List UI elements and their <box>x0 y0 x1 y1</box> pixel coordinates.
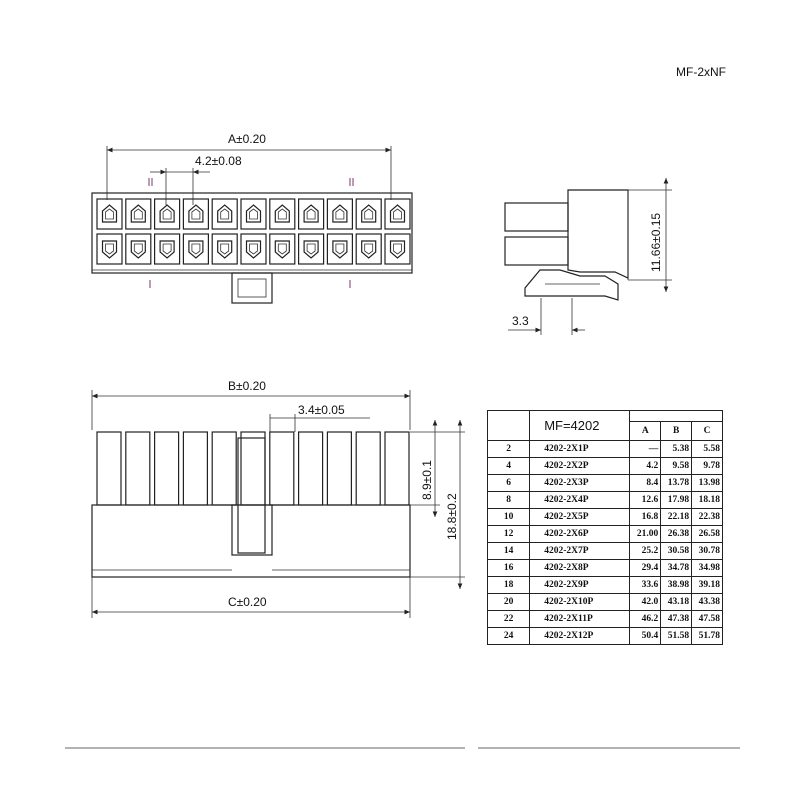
pin-cavity <box>97 234 122 264</box>
pin-cavity <box>97 199 122 229</box>
col-header-c: C <box>692 422 723 441</box>
side-view <box>505 178 672 335</box>
dim-c-cell: 43.38 <box>692 594 723 611</box>
pin-cavity <box>385 234 410 264</box>
pin-count-cell: 22 <box>488 611 530 628</box>
part-number-cell: 4202-2X12P <box>530 628 630 645</box>
table-row <box>488 560 723 577</box>
front-rib <box>385 432 409 505</box>
pin-cavity <box>212 199 237 229</box>
dim-c-cell: 9.78 <box>692 458 723 475</box>
part-number-cell: 4202-2X10P <box>530 594 630 611</box>
table-row <box>488 594 723 611</box>
pin-cavity <box>270 234 295 264</box>
part-number-cell: 4202-2X1P <box>530 441 630 458</box>
dim-c-cell: 13.98 <box>692 475 723 492</box>
dim-c-cell: 18.18 <box>692 492 723 509</box>
dim-a-cell: 46.2 <box>630 611 661 628</box>
pin-cavity <box>299 234 324 264</box>
dim-b-cell: 43.18 <box>661 594 692 611</box>
dim-c-label: C±0.20 <box>228 595 267 609</box>
col-header-a: A <box>630 422 661 441</box>
table-row <box>488 458 723 475</box>
dim-h2-label: 18.8±0.2 <box>445 493 459 540</box>
dim-b-cell: 30.58 <box>661 543 692 560</box>
pin-cavity <box>126 199 151 229</box>
pin-count-cell: 20 <box>488 594 530 611</box>
dim-h1-label: 8.9±0.1 <box>420 460 434 500</box>
front-rib <box>97 432 121 505</box>
dim-b-cell: 38.98 <box>661 577 692 594</box>
dim-a-cell: 21.00 <box>630 526 661 543</box>
pin-count-cell: 16 <box>488 560 530 577</box>
dim-pitch-front-label: 3.4±0.05 <box>298 403 345 417</box>
front-rib <box>356 432 380 505</box>
table-title: MF=4202 <box>530 411 630 441</box>
table-row <box>488 628 723 645</box>
pin-cavities <box>97 199 410 264</box>
table-row <box>488 475 723 492</box>
dim-b-cell: 34.78 <box>661 560 692 577</box>
pin-cavity <box>126 234 151 264</box>
dim-pitch-top-label: 4.2±0.08 <box>195 154 242 168</box>
dim-c-cell: 51.78 <box>692 628 723 645</box>
dim-a-cell: 42.0 <box>630 594 661 611</box>
pin-cavity <box>155 234 180 264</box>
dim-b-cell: 5.38 <box>661 441 692 458</box>
dim-a-cell: 8.4 <box>630 475 661 492</box>
pin-cavity <box>356 199 381 229</box>
pin-cavity <box>356 234 381 264</box>
dim-c-cell: 22.38 <box>692 509 723 526</box>
pin-cavity <box>155 199 180 229</box>
dim-b-cell: 26.38 <box>661 526 692 543</box>
pin-count-cell: 12 <box>488 526 530 543</box>
pin-cavity <box>327 199 352 229</box>
table-row <box>488 526 723 543</box>
front-rib <box>183 432 207 505</box>
pin-cavity <box>183 234 208 264</box>
dim-b-cell: 13.78 <box>661 475 692 492</box>
dim-a-cell: 12.6 <box>630 492 661 509</box>
dim-c-cell: 30.78 <box>692 543 723 560</box>
pin-cavity <box>241 234 266 264</box>
part-number-cell: 4202-2X11P <box>530 611 630 628</box>
pin-cavity <box>212 234 237 264</box>
dim-a-label: A±0.20 <box>228 132 266 146</box>
front-rib <box>241 432 265 505</box>
dim-c-cell: 39.18 <box>692 577 723 594</box>
table-row <box>488 509 723 526</box>
dim-a-cell: 25.2 <box>630 543 661 560</box>
dim-side-offset-label: 3.3 <box>512 314 529 328</box>
top-view <box>92 132 412 303</box>
table-row <box>488 543 723 560</box>
part-number-cell: 4202-2X9P <box>530 577 630 594</box>
table-row <box>488 441 723 458</box>
part-number-cell: 4202-2X4P <box>530 492 630 509</box>
part-number-cell: 4202-2X8P <box>530 560 630 577</box>
dim-c-cell: 5.58 <box>692 441 723 458</box>
front-ribs <box>97 432 409 505</box>
part-number-cell: 4202-2X2P <box>530 458 630 475</box>
table-row <box>488 611 723 628</box>
dim-a-cell: 29.4 <box>630 560 661 577</box>
front-rib <box>212 432 236 505</box>
pin-count-cell: 8 <box>488 492 530 509</box>
pin-cavity <box>385 199 410 229</box>
dim-height-side-label: 11.66±0.15 <box>649 212 663 272</box>
dim-b-label: B±0.20 <box>228 379 266 393</box>
pin-count-cell: 2 <box>488 441 530 458</box>
front-rib <box>270 432 294 505</box>
dim-b-cell: 22.18 <box>661 509 692 526</box>
table-row <box>488 577 723 594</box>
front-rib <box>155 432 179 505</box>
dim-c-cell: 47.58 <box>692 611 723 628</box>
spec-table <box>487 410 723 645</box>
dim-a-cell: 16.8 <box>630 509 661 526</box>
pin-count-cell: 24 <box>488 628 530 645</box>
dim-a-cell: 4.2 <box>630 458 661 475</box>
pin-count-cell: 6 <box>488 475 530 492</box>
pin-count-cell: 4 <box>488 458 530 475</box>
pin-cavity <box>327 234 352 264</box>
spec-table-body <box>488 441 723 645</box>
pin-count-cell: 18 <box>488 577 530 594</box>
dim-b-cell: 17.98 <box>661 492 692 509</box>
dim-a-cell: 33.6 <box>630 577 661 594</box>
pin-cavity <box>241 199 266 229</box>
pin-cavity <box>183 199 208 229</box>
front-rib <box>299 432 323 505</box>
dim-c-cell: 34.98 <box>692 560 723 577</box>
front-rib <box>126 432 150 505</box>
col-header-b: B <box>661 422 692 441</box>
part-number-cell: 4202-2X6P <box>530 526 630 543</box>
part-number-cell: 4202-2X3P <box>530 475 630 492</box>
dim-a-cell: — <box>630 441 661 458</box>
dim-a-cell: 50.4 <box>630 628 661 645</box>
pin-cavity <box>299 199 324 229</box>
dim-c-cell: 26.58 <box>692 526 723 543</box>
model-label: MF-2xNF <box>676 65 726 79</box>
dim-b-cell: 9.58 <box>661 458 692 475</box>
dim-b-cell: 47.38 <box>661 611 692 628</box>
front-rib <box>327 432 351 505</box>
front-view <box>92 379 465 618</box>
pin-cavity <box>270 199 295 229</box>
pin-count-cell: 10 <box>488 509 530 526</box>
part-number-cell: 4202-2X5P <box>530 509 630 526</box>
pin-count-cell: 14 <box>488 543 530 560</box>
dim-b-cell: 51.58 <box>661 628 692 645</box>
table-row <box>488 492 723 509</box>
part-number-cell: 4202-2X7P <box>530 543 630 560</box>
